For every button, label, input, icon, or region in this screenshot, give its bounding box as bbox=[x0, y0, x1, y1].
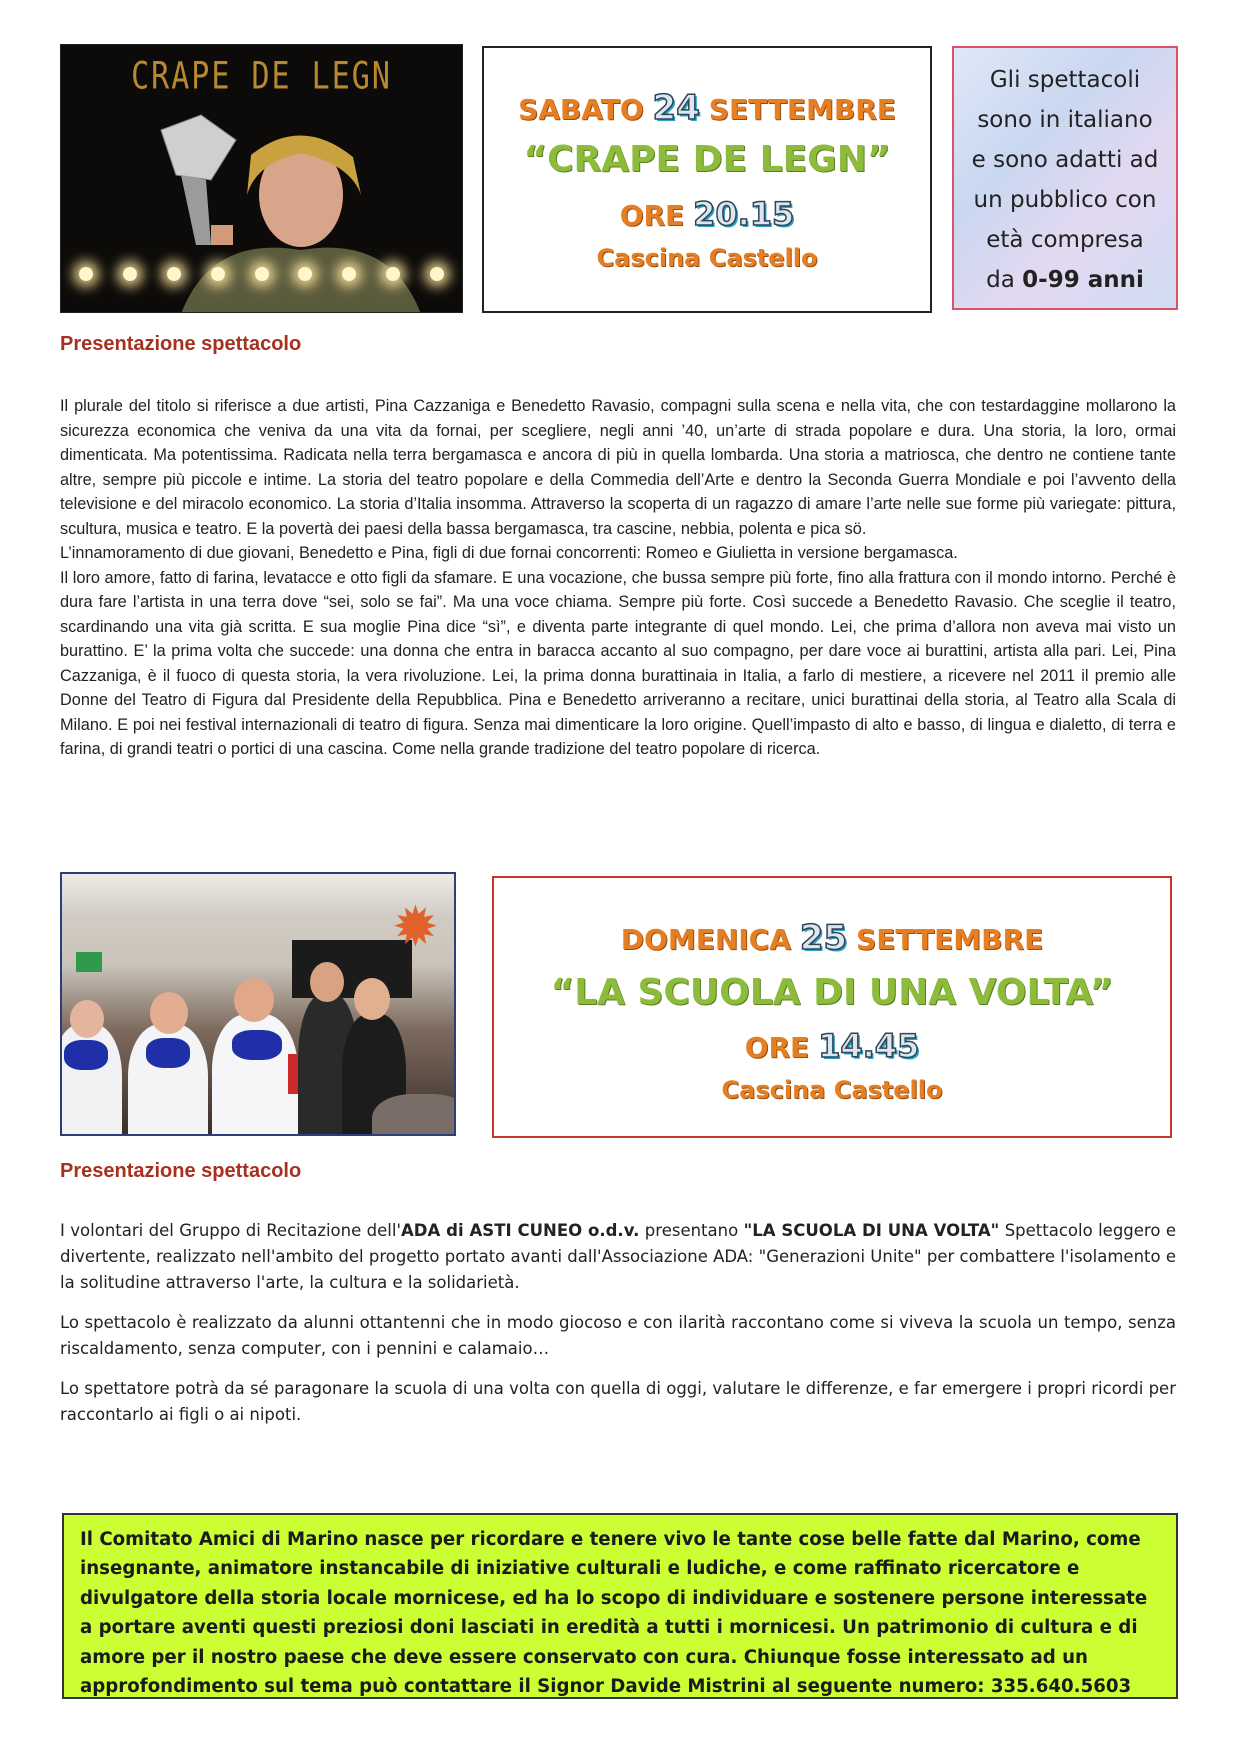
info-line: Gli spettacoli bbox=[989, 67, 1141, 93]
presentation2-heading: Presentazione spettacolo bbox=[60, 1160, 302, 1182]
event2-title: “LA SCUOLA DI UNA VOLTA” bbox=[550, 972, 1114, 1013]
event1-ore-label: ORE bbox=[619, 199, 685, 232]
info-line-age: da 0-99 anni bbox=[986, 267, 1144, 293]
event1-date-num: 24 bbox=[652, 88, 700, 128]
event2-ore-label: ORE bbox=[744, 1031, 810, 1064]
organization-name: ADA di ASTI CUNEO o.d.v. bbox=[401, 1221, 640, 1240]
paragraph: Lo spettacolo è realizzato da alunni ottantenni che in modo giocoso e con ilarità raccontano come si viveva la scuola un tempo, senza riscaldamento, senza computer, con i pennini e calamaio… bbox=[60, 1313, 1176, 1358]
event2-place: Cascina Castello bbox=[721, 1076, 943, 1104]
star-decoration-icon: ✹ bbox=[392, 895, 439, 960]
paragraph: Il loro amore, fatto di farina, levatacce e otto figli da sfamare. E una vocazione, che bussa sempre più forte, fino alla frattura con il mondo intorno. Perché è dura fare l’artista in una terra dove “sei, solo se fai”. Ma una voce chiama. Sempre più forte. Così succede a Benedetto Ravasio. Che sceglie il teatro, scardinando una vita già scritta. E sua moglie Pina dice “sì”, e diventa parte integrante di quel mondo. Lei, che prima d’allora non aveva mai visto un burattino. E’ la prima volta che succede: una donna che entra in baracca accanto al suo compagno, per dare voce ai burattini, artista alla pari. Lei, Pina Cazzaniga, è il fuoco di questa storia, la vera rivoluzione. Lei, la prima donna burattinaia in Italia, a farlo di mestiere, a ricevere nel 2011 il premio alle Donne del Teatro di Figura dal Presidente della Repubblica. Pina e Benedetto arriveranno a recitare, unici burattinai della storia, al Teatro alla Scala di Milano. E poi nei festival internazionali di teatro di figura. Senza mai dimenticare la loro origine. Quell’impasto di alto e basso, di lingua e dialetto, di terra e farina, di grandi teatri o portici di una cascina. Come nella grande tradizione del teatro popolare di ricerca. bbox=[60, 568, 1176, 758]
age-range: 0-99 anni bbox=[1022, 267, 1144, 293]
event1-day: SABATO bbox=[518, 93, 644, 126]
paragraph: Il plurale del titolo si riferisce a due artisti, Pina Cazzaniga e Benedetto Ravasio, compagni sulla scena e nella vita, che con testardaggine mollarono la sicurezza economica che veniva da una vita da fornai, per scegliere, negli anni ’40, un’arte di strada popolare e dura. Una storia, la loro, ormai dimenticata. Ma potentissima. Radicata nella terra bergamasca e ancora di più in quella lombarda. Una storia a matriosca, che dentro ne contiene tante altre, sempre più piccole e intime. La storia del teatro popolare e della Commedia dell’Arte e dentro la Seconda Guerra Mondiale e poi l’avvento della televisione e del miracolo economico. La storia d’Italia insomma. Attraverso la scoperta di un ragazzo di amare l’arte nelle sue forme più variegate: pittura, scultura, musica e teatro. E la povertà dei paesi della bassa bergamasca, tra cascine, nebbia, polenta e pica sö. bbox=[60, 397, 1176, 538]
info-line: età compresa bbox=[986, 227, 1144, 253]
event1-box bbox=[482, 46, 932, 313]
committee-note bbox=[62, 1513, 1178, 1699]
event2-time-value: 14.45 bbox=[818, 1027, 920, 1065]
event2-date bbox=[494, 918, 1170, 960]
event2-day: DOMENICA bbox=[620, 923, 791, 956]
event1-date bbox=[484, 88, 930, 130]
event2-month: SETTEMBRE bbox=[856, 923, 1044, 956]
photo-logo-text: CRAPE DE LEGN bbox=[131, 54, 392, 99]
info-line: un pubblico con bbox=[973, 187, 1157, 213]
paragraph: L’innamoramento di due giovani, Benedetto e Pina, figli di due fornai concorrenti: Romeo e Giulietta in versione bergamasca. bbox=[60, 544, 958, 562]
event2-time bbox=[494, 1022, 1170, 1072]
stage-lights bbox=[79, 267, 444, 287]
presentation1-body bbox=[60, 394, 1176, 762]
audience-info-box bbox=[952, 46, 1178, 310]
show-title: "LA SCUOLA DI UNA VOLTA" bbox=[743, 1221, 1000, 1240]
event1-place: Cascina Castello bbox=[596, 244, 818, 272]
info-line: sono in italiano bbox=[977, 107, 1153, 133]
event1-month: SETTEMBRE bbox=[708, 93, 896, 126]
event1-photo bbox=[60, 44, 463, 313]
presentation1-heading: Presentazione spettacolo bbox=[60, 333, 302, 355]
event1-time-value: 20.15 bbox=[693, 195, 795, 233]
event1-time bbox=[484, 190, 930, 240]
info-line: e sono adatti ad bbox=[971, 147, 1159, 173]
event2-date-num: 25 bbox=[799, 918, 848, 958]
event2-photo bbox=[60, 872, 456, 1136]
paragraph: Lo spettatore potrà da sé paragonare la scuola di una volta con quella di oggi, valutare le differenze, e far emergere i propri ricordi per raccontarlo ai figli o ai nipoti. bbox=[60, 1379, 1176, 1424]
paragraph: I volontari del Gruppo di Recitazione dell'ADA di ASTI CUNEO o.d.v. presentano "LA SCUOLA DI UNA VOLTA" Spettacolo leggero e divertente, realizzato nell'ambito del progetto portato avanti dall'Associazione ADA: "Generazioni Unite" per combattere l'isolamento e la solitudine attraverso l'arte, la cultura e la solidarietà. bbox=[60, 1221, 1177, 1292]
committee-note-text: Il Comitato Amici di Marino nasce per ricordare e tenere vivo le tante cose belle fatte dal Marino, come insegnante, animatore instancabile di iniziative culturali e ludiche, e come raffinato ricercatore e divulgatore della storia locale mornicese, ed ha lo scopo di individuare e sostenere persone interessate a portare aventi questi preziosi doni lasciati in eredità a tutti i mornicesi. Un patrimonio di cultura e di amore per il nostro paese che deve essere conservato con cura. Chiunque fosse interessato ad un approfondimento sul tema può contattare il Signor Davide Mistrini al seguente numero: 335.640.5603 bbox=[80, 1529, 1148, 1698]
event2-box bbox=[492, 876, 1172, 1138]
event1-title: “CRAPE DE LEGN” bbox=[523, 139, 891, 180]
presentation2-body bbox=[60, 1218, 1176, 1428]
